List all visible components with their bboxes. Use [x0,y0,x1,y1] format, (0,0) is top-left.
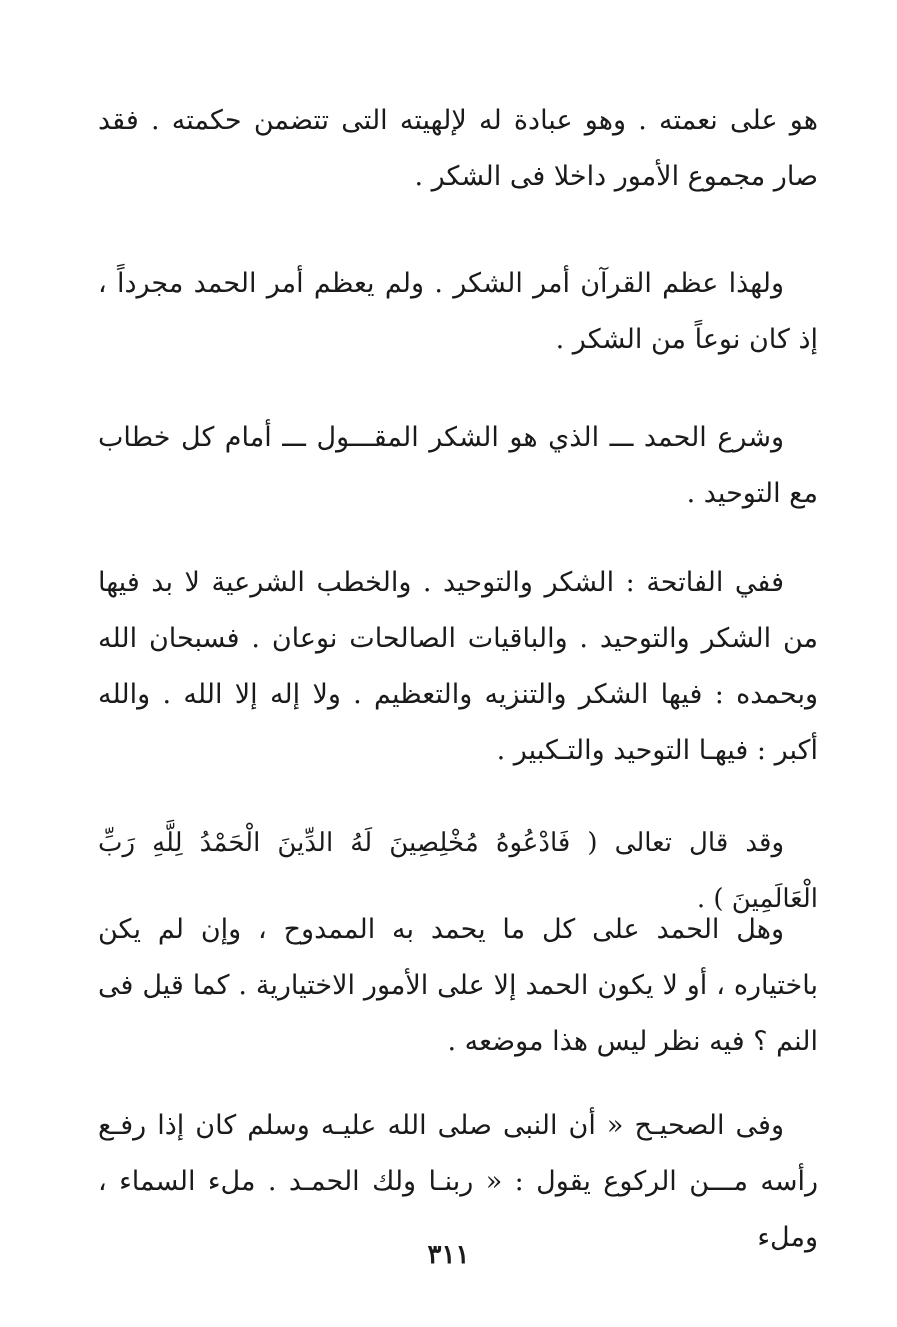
paragraph-5-quran-quote: وقد قال تعالى ( فَادْعُوهُ مُخْلِصِينَ لَهُ الدِّينَ الْحَمْدُ لِلَّهِ رَبِّ الْعَالَمِينَ ) . [98,828,818,914]
paragraph-3: وشرع الحمد ـــ الذي هو الشكر المقـــول ـــ أمام كل خطاب مع التوحيد . [98,422,818,509]
paragraph-6: وهل الحمد على كل ما يحمد به الممدوح ، وإن لم يكن باختياره ، أو لا يكون الحمد إلا على الأمور الاختيارية . كما قيل فى النم ؟ فيه نظر ليس هذا موضعه . [98,914,818,1057]
page-number: ٣١١ [427,1240,470,1270]
paragraph-4: ففي الفاتحة : الشكر والتوحيد . والخطب الشرعية لا بد فيها من الشكر والتوحيد . والباقيات الصالحات نوعان . فسبحان الله وبحمده : فيها الشكر والتنزيه والتعظيم . ولا إله إلا الله . والله أكبر : فيهـا التوحيد والتـكبير . [98,567,818,766]
paragraph-7: وفى الصحيـح « أن النبى صلى الله عليـه وسلم كان إذا رفـع رأسه مـــن الركوع يقول : « ربنـا ولك الحمـد . ملء السماء ، وملء [98,1110,818,1253]
paragraph-2: ولهذا عظم القرآن أمر الشكر . ولم يعظم أمر الحمد مجرداً ، إذ كان نوعاً من الشكر . [98,268,818,355]
paragraph-1: هو على نعمته . وهو عبادة له لإلهيته التى تتضمن حكمته . فقد صار مجموع الأمور داخلا فى الشكر . [98,105,818,192]
